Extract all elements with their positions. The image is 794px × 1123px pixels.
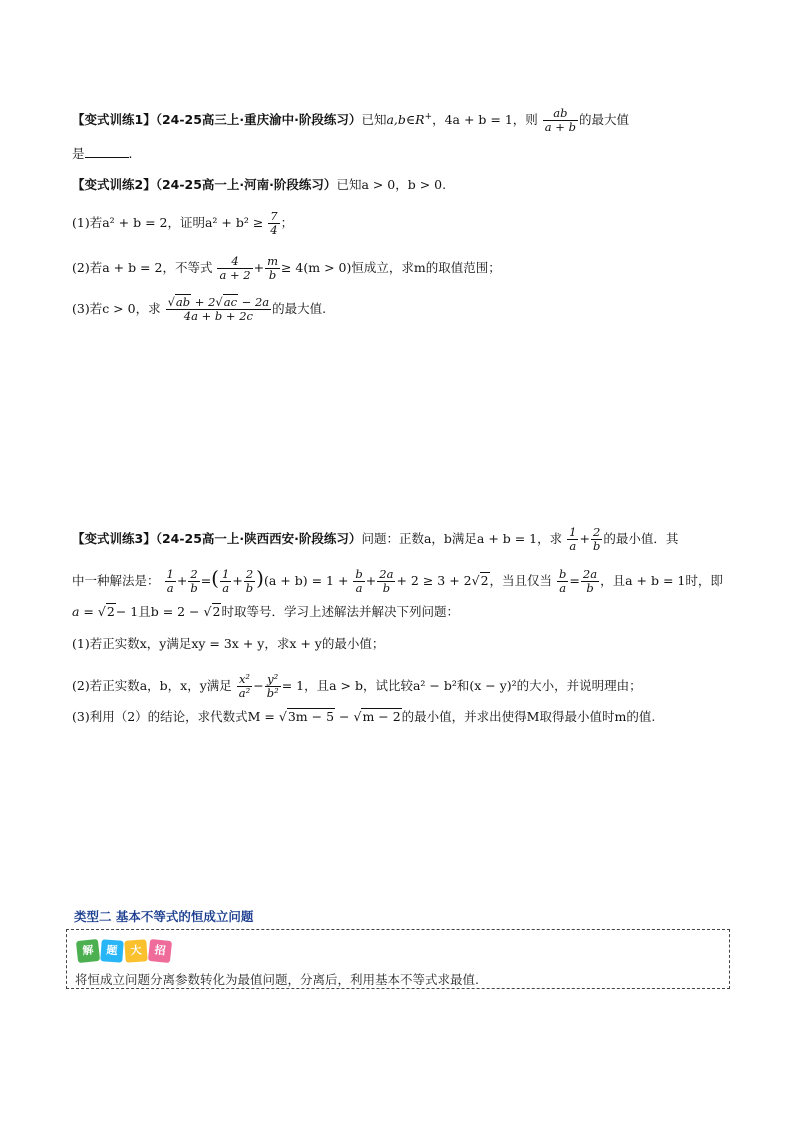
text: 的最大值 [578, 112, 629, 127]
sqrt-ac: ac [223, 295, 238, 309]
fraction-y2-over-b2 [265, 673, 281, 700]
denominator: a [355, 581, 363, 595]
exercise-3-source: （24-25高一上·陕西西安·阶段练习） [155, 531, 362, 546]
math: + [176, 573, 188, 588]
math: − 1且b = 2 − [115, 604, 200, 619]
exercise-1-line-1 [72, 107, 629, 134]
tip-char-2: 题 [100, 939, 123, 962]
tip-logo [77, 939, 183, 963]
fraction-2a-over-b [581, 568, 599, 595]
tip-text: 将恒成立问题分离参数转化为最值问题，分离后，利用基本不等式求最值. [75, 972, 479, 987]
numerator: 2a [582, 567, 598, 581]
fraction-1-over-a [220, 568, 231, 595]
denominator: a [559, 581, 567, 595]
denominator: a² [238, 686, 251, 700]
text: (2)若正实数a，b，x，y满足 [72, 678, 232, 693]
exercise-3-part-3: (3)利用（2）的结论，求代数式M = √3m − 5 − √m − 2的最小值，并求出使得M取得最小值时m的值. [72, 709, 656, 724]
math: = [569, 573, 580, 588]
sqrt-2: 2 [480, 573, 489, 588]
exercise-2-label: 【变式训练2】 [72, 177, 156, 192]
text: 是 [72, 146, 85, 161]
denominator: a [166, 581, 174, 595]
exercise-1-source: （24-25高三上·重庆渝中·阶段练习） [155, 112, 362, 127]
text: ，且a + b = 1时，即 [600, 573, 723, 588]
numerator: 1 [569, 525, 577, 539]
math: a,b∈R [386, 112, 425, 127]
fraction-1-over-a [165, 568, 176, 595]
numerator: m [267, 254, 278, 268]
tip-char-1: 解 [76, 939, 100, 963]
exercise-3-part-1 [72, 636, 384, 652]
numerator: 7 [270, 209, 278, 223]
math: − 2a [238, 295, 270, 309]
text: (2)若a + b = 2，不等式 [72, 260, 213, 275]
exercise-1-line-2 [72, 146, 133, 162]
fraction-2-over-b [188, 568, 199, 595]
fraction-7-over-4 [268, 210, 279, 237]
numerator: 2 [244, 568, 255, 582]
text: ，当且仅当 [489, 573, 553, 588]
sqrt-2: 2 [212, 604, 221, 619]
denominator: b [245, 581, 254, 595]
fraction-4-over-a-plus-2 [217, 255, 252, 282]
text: 的最大值. [272, 301, 327, 316]
math: (a + b) = 1 + [263, 573, 349, 588]
fraction-2-over-b [591, 526, 602, 553]
text: 的最小值．其 [603, 531, 679, 546]
numerator: b [559, 567, 567, 581]
text: (1)若a² + b = 2，证明a² + b² ≥ [72, 215, 264, 230]
fraction-x2-over-a2 [237, 673, 252, 700]
exercise-3-line-3: a = √2− 1且b = 2 − √2时取等号．学习上述解法并解决下列问题： [72, 604, 459, 619]
text: ； [280, 215, 294, 230]
fraction-1-over-a [567, 526, 578, 553]
numerator: b [355, 567, 363, 581]
numerator: √ab + 2√ac − 2a [167, 295, 270, 309]
text: 已知a > 0，b > 0. [336, 177, 447, 192]
denominator: b² [266, 686, 279, 700]
sqrt-3m-minus-5: 3m − 5 [287, 709, 335, 724]
denominator: 4a + b + 2c [183, 309, 253, 323]
text: 已知 [361, 112, 387, 127]
exercise-2-part-1 [72, 210, 293, 237]
text: 中一种解法是： [72, 573, 160, 588]
math: − [335, 709, 354, 724]
text: (1)若正实数x，y满足xy = 3x + y，求x + y的最小值； [72, 636, 385, 651]
answer-blank[interactable] [85, 146, 129, 158]
denominator: a + 2 [219, 268, 251, 282]
math: − [253, 678, 264, 693]
text: 的最小值，并求出使得M取得最小值时m的值. [401, 709, 656, 724]
exercise-3-line-1 [72, 526, 678, 553]
denominator: a [222, 581, 230, 595]
fraction-2-over-b [244, 568, 255, 595]
math: + 2 [191, 295, 216, 309]
text: 问题：正数a，b满足a + b = 1，求 [361, 531, 563, 546]
math: + [365, 573, 377, 588]
denominator: b [586, 581, 594, 595]
fraction-2a-over-b [377, 568, 395, 595]
sqrt-ab: ab [175, 295, 191, 309]
numerator: 2 [591, 526, 602, 540]
denominator: b [268, 268, 277, 282]
text: (3)若c > 0，求 [72, 301, 161, 316]
math: a = [72, 604, 94, 619]
math: ，4a + b = 1，则 [432, 112, 538, 127]
denominator: a [569, 539, 577, 553]
text: ≥ 4(m > 0)恒成立，求m的取值范围； [280, 260, 501, 275]
exercise-2-line-1 [72, 177, 446, 193]
sqrt-m-minus-2: m − 2 [362, 709, 401, 724]
denominator: b [382, 581, 391, 595]
denominator: b [190, 581, 198, 595]
exercise-3-part-2 [72, 673, 642, 700]
denominator: 4 [270, 223, 278, 237]
section-heading: 类型二 基本不等式的恒成立问题 [74, 909, 254, 924]
numerator: x² [237, 673, 252, 687]
math: + 2 ≥ 3 + 2 [396, 573, 472, 588]
fraction-ab-over-a-plus-b [543, 107, 578, 134]
numerator: 2 [188, 568, 199, 582]
exercise-1-label: 【变式训练1】 [72, 112, 156, 127]
numerator: y² [265, 673, 281, 687]
sqrt-2: 2 [106, 604, 115, 619]
denominator: b [592, 539, 601, 553]
text: . [128, 146, 133, 161]
numerator: ab [543, 107, 578, 121]
exercise-2-source: （24-25高一上·河南·阶段练习） [155, 177, 337, 192]
math: = [200, 573, 212, 588]
math: + [253, 260, 265, 275]
fraction-sqrt-expression [166, 296, 272, 323]
fraction-m-over-b [265, 255, 280, 282]
tip-box [66, 929, 730, 989]
math: + [579, 531, 590, 546]
text: (3)利用（2）的结论，求代数式M = [72, 709, 275, 724]
exercise-3-line-2: 中一种解法是： $\frac{1}{a}$ + $\frac{2}{b}$ =( $\frac{1}{a}$ + $\frac{2}{b}$ )(a + b) = 1 + $\frac{b}{a}$ + $\frac{2a}{b}$ + 2 ≥ 3 + 2√2，当且仅当 $\frac{b}{a}$ = $\frac{2a}{b}$ ，且a + b = 1时，即 [72, 566, 723, 595]
text: 时取等号．学习上述解法并解决下列问题： [221, 604, 459, 619]
numerator: 1 [166, 567, 174, 581]
exercise-2-part-2 [72, 255, 501, 282]
denominator: a + b [544, 120, 576, 134]
numerator: 2a [379, 567, 394, 581]
math-sup: + [424, 111, 433, 122]
tip-char-3: 大 [124, 939, 147, 962]
math: + [232, 573, 243, 588]
exercise-3-label: 【变式训练3】 [72, 531, 156, 546]
numerator: 4 [217, 255, 252, 269]
tip-char-4: 招 [148, 939, 172, 963]
exercise-2-part-3 [72, 296, 326, 323]
text: = 1，且a > b，试比较a² − b²和(x − y)²的大小，并说明理由； [281, 678, 642, 693]
numerator: 1 [221, 567, 230, 581]
fraction-b-over-a [353, 568, 364, 595]
fraction-b-over-a [557, 568, 568, 595]
